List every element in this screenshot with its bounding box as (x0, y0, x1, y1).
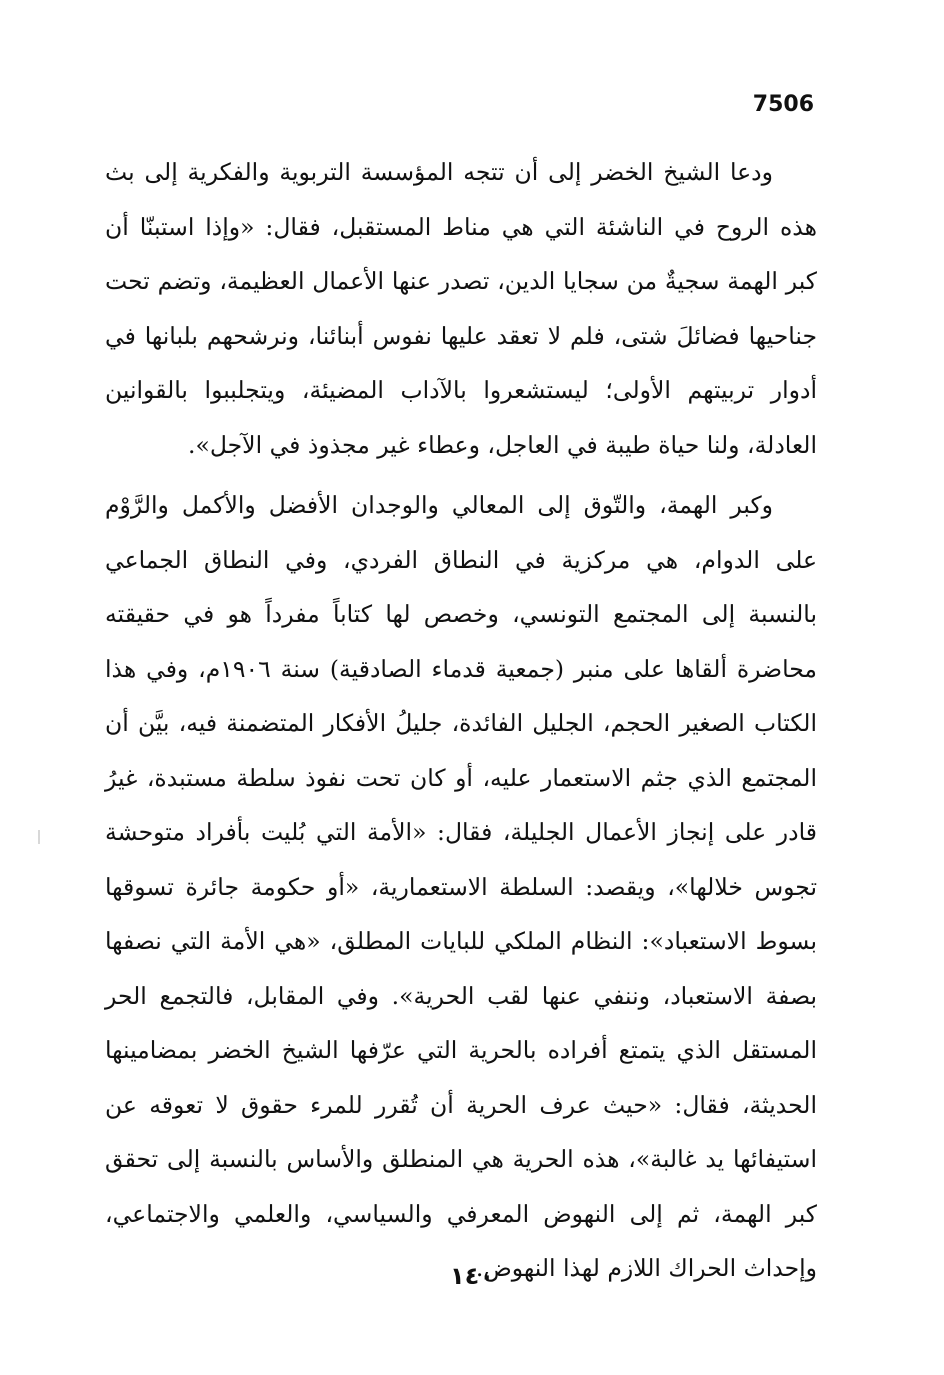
page-number: ١٤٠ (450, 1262, 494, 1290)
scan-mark (38, 830, 40, 844)
body-text (105, 145, 817, 1302)
paragraph-1: ودعا الشيخ الخضر إلى أن تتجه المؤسسة التربوية والفكرية إلى بث هذه الروح في الناشئة التي هي مناط المستقبل، فقال: «وإذا استبنّا أن كبر الهمة سجيةٌ من سجايا الدين، تصدر عنها الأعمال العظيمة، وتضم تحت جناحيها فضائلَ شتى، فلم لا تعقد عليها نفوس أبنائنا، ونرشحهم بلبانها في أدوار تربيتهم الأولى؛ ليستشعروا بالآداب المضيئة، ويتجلببوا بالقوانين العادلة، ولنا حياة طيبة في العاجل، وعطاء غير مجذوذ في الآجل». (105, 158, 817, 459)
page-id-label: 7506 (752, 92, 814, 117)
paragraph-2: وكبر الهمة، والتّوق إلى المعالي والوجدان الأفضل والأكمل والرَّوْم على الدوام، هي مركزية في النطاق الفردي، وفي النطاق الجماعي بالنسبة إلى المجتمع التونسي، وخصص لها كتاباً مفرداً هو في حقيقته محاضرة ألقاها على منبر (جمعية قدماء الصادقية) سنة ١٩٠٦م، وفي هذا الكتاب الصغير الحجم، الجليل الفائدة، جليلُ الأفكار المتضمنة فيه، بيَّن أن المجتمع الذي جثم الاستعمار عليه، أو كان تحت نفوذ سلطة مستبدة، غيرُ قادر على إنجاز الأعمال الجليلة، فقال: «الأمة التي بُليت بأفراد متوحشة تجوس خلالها»، ويقصد: السلطة الاستعمارية، «أو حكومة جائرة تسوقها بسوط الاستعباد»: النظام الملكي للبايات المطلق، «هي الأمة التي نصفها بصفة الاستعباد، وننفي عنها لقب الحرية». وفي المقابل، فالتجمع الحر المستقل الذي يتمتع أفراده بالحرية التي عرّفها الشيخ الخضر بمضامينها الحديثة، فقال: «حيث عرف الحرية أن تُقرر للمرء حقوق لا تعوقه عن استيفائها يد غالبة»، هذه الحرية هي المنطلق والأساس بالنسبة إلى تحقق كبر الهمة، ثم إلى النهوض المعرفي والسياسي، والعلمي والاجتماعي، وإحداث الحراك اللازم لهذا النهوض. (105, 491, 817, 1282)
